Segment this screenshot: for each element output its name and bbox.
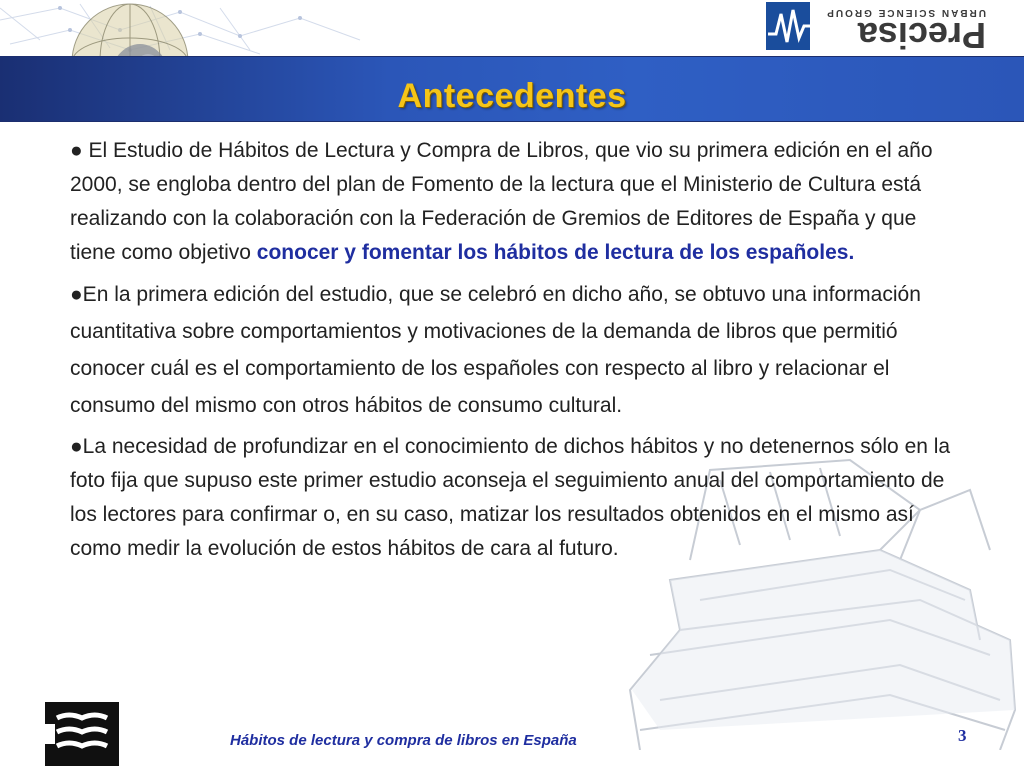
- paragraph-1-highlight: conocer y fomentar los hábitos de lectura de los españoles.: [256, 241, 855, 264]
- footer-title: Hábitos de lectura y compra de libros en España: [230, 732, 577, 749]
- logo-name: Precisa: [857, 15, 986, 56]
- footer-book-icon: [45, 702, 119, 766]
- paragraph-1: [70, 134, 960, 270]
- paragraph-3-text: ●La necesidad de profundizar en el conocimiento de dichos hábitos y no detenernos sólo en la foto fija que supuso este primer estudio aconseja el seguimiento anual del comportamiento de los lectores para confirmar o, en su caso, matizar los resultados obtenidos en el mismo así como medir la evolución de estos hábitos de cara al futuro.: [70, 435, 951, 560]
- precisa-logo-text: [816, 2, 986, 56]
- paragraph-3: [70, 430, 960, 566]
- slide-title: Antecedentes: [397, 77, 627, 115]
- slide-content: [70, 134, 960, 572]
- page-number: 3: [958, 726, 967, 745]
- paragraph-2: [70, 276, 960, 424]
- paragraph-2-text: ●En la primera edición del estudio, que se celebró en dicho año, se obtuvo una información cuantitativa sobre comportamientos y motivaciones de la demanda de libros que permitió conocer cuál es el comportamiento de los españoles con respecto al libro y relacionar el consumo del mismo con otros hábitos de consumo cultural.: [70, 283, 921, 417]
- paragraph-1-text: ● El Estudio de Hábitos de Lectura y Compra de Libros, que vio su primera edición en el año 2000, se engloba dentro del plan de Fomento de la lectura que el Ministerio de Cultura está realizando con la colaboración con la Federación de Gremios de Editores de España y que tiene como objetivo: [70, 139, 933, 264]
- logo-tagline: URBAN SCIENCE GROUP: [825, 7, 986, 18]
